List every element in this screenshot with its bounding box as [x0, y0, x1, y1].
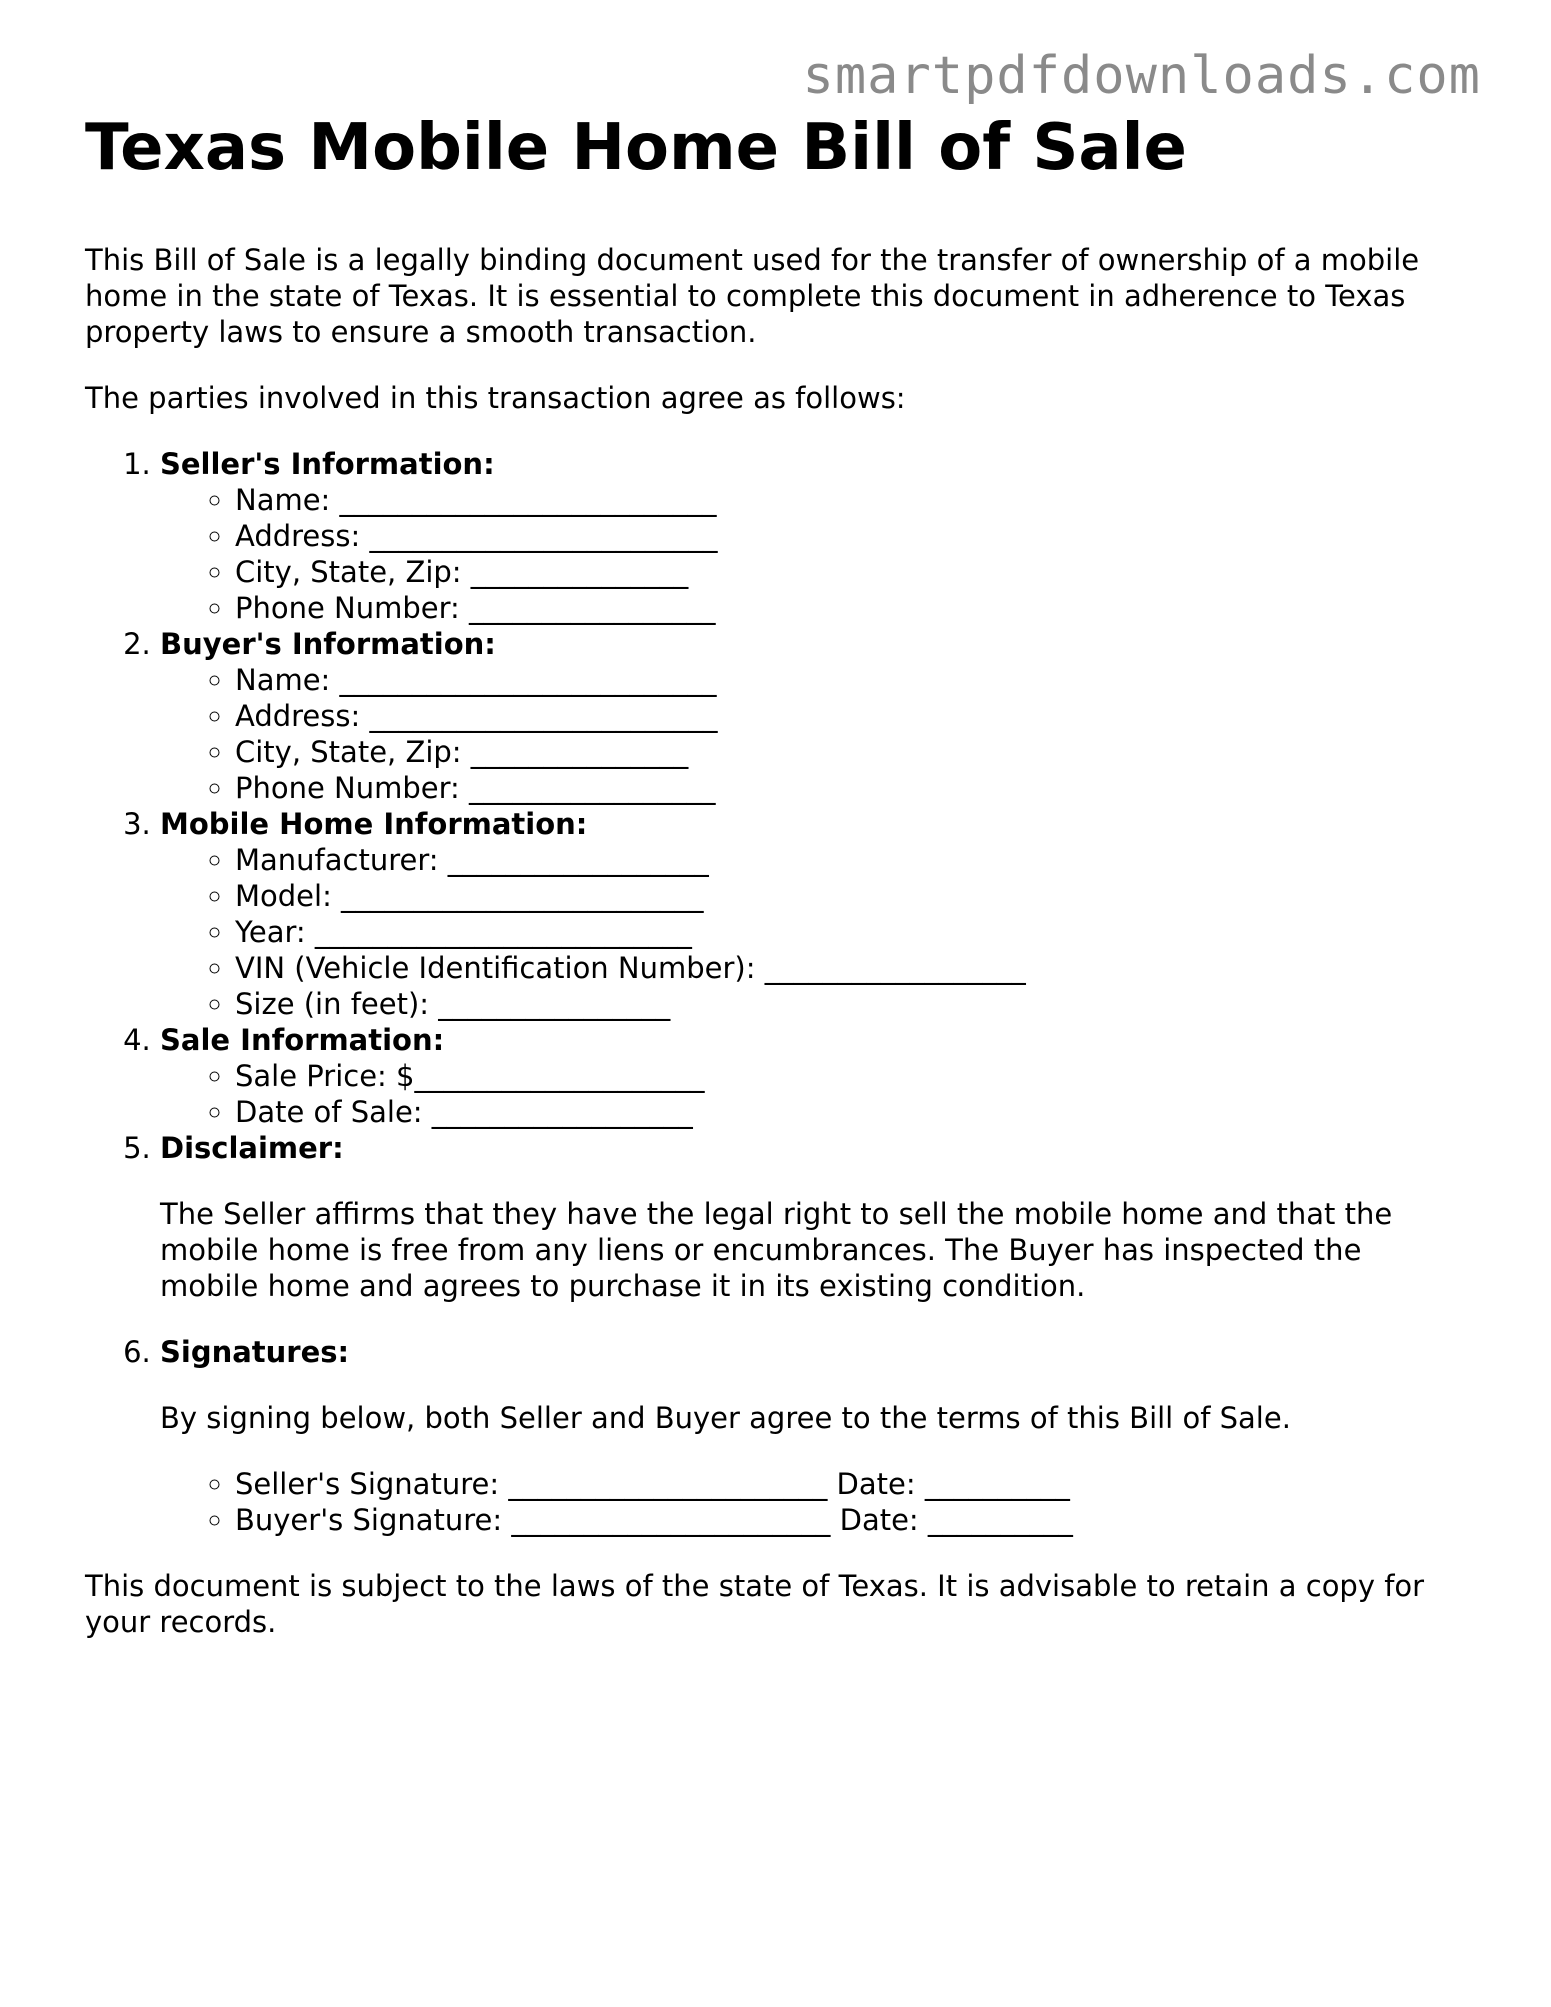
mobile-home-fields [160, 842, 1465, 1022]
buyer-name-field: ◦ Name: __________________________ [235, 662, 1465, 698]
buyer-address-field: ◦ Address: ________________________ [235, 698, 1465, 734]
section-buyer [160, 626, 1465, 806]
sale-fields [160, 1058, 1465, 1130]
seller-address-field: ◦ Address: ________________________ [235, 518, 1465, 554]
buyer-fields [160, 662, 1465, 806]
section-title: Mobile Home Information: [160, 807, 588, 841]
section-sale [160, 1022, 1465, 1130]
section-mobile-home [160, 806, 1465, 1022]
vin-field: ◦ VIN (Vehicle Identification Number): __________________ [235, 950, 1465, 986]
buyer-phone-field: ◦ Phone Number: _________________ [235, 770, 1465, 806]
seller-signature-field: ◦ Seller's Signature: ______________________ Date: __________ [235, 1466, 1465, 1502]
seller-fields [160, 482, 1465, 626]
signatures-text: By signing below, both Seller and Buyer agree to the terms of this Bill of Sale. [160, 1401, 1291, 1435]
seller-city-state-zip-field: ◦ City, State, Zip: _______________ [235, 554, 1465, 590]
section-seller [160, 446, 1465, 626]
section-title: Sale Information: [160, 1023, 445, 1057]
section-title: Buyer's Information: [160, 627, 496, 661]
size-field: ◦ Size (in feet): ________________ [235, 986, 1465, 1022]
manufacturer-field: ◦ Manufacturer: __________________ [235, 842, 1465, 878]
parties-statement: The parties involved in this transaction agree as follows: [85, 381, 906, 415]
disclaimer-text: The Seller affirms that they have the legal right to sell the mobile home and that the mobile home is free from any liens or encumbrances. The Buyer has inspected the mobile home and agrees to purchase it in its existing condition. [160, 1197, 1393, 1303]
model-field: ◦ Model: _________________________ [235, 878, 1465, 914]
buyer-city-state-zip-field: ◦ City, State, Zip: _______________ [235, 734, 1465, 770]
seller-name-field: ◦ Name: __________________________ [235, 482, 1465, 518]
watermark-text: smartpdfdownloads.com [802, 46, 1481, 106]
sale-price-field: ◦ Sale Price: $____________________ [235, 1058, 1465, 1094]
document-title: Texas Mobile Home Bill of Sale [85, 111, 1187, 185]
section-title: Signatures: [160, 1335, 350, 1369]
document-page [85, 108, 1465, 1670]
section-disclaimer [160, 1130, 1465, 1304]
section-title: Seller's Information: [160, 447, 495, 481]
sections-list [85, 446, 1465, 1538]
closing-paragraph: This document is subject to the laws of the state of Texas. It is advisable to retain a copy for your records. [85, 1569, 1425, 1639]
intro-paragraph: This Bill of Sale is a legally binding document used for the transfer of ownership of a mobile home in the state of Texas. It is essential to complete this document in adherence to Texas property laws to ensure a smooth transaction. [85, 243, 1420, 349]
year-field: ◦ Year: __________________________ [235, 914, 1465, 950]
section-title: Disclaimer: [160, 1131, 344, 1165]
section-signatures [160, 1334, 1465, 1538]
signature-fields [160, 1466, 1465, 1538]
seller-phone-field: ◦ Phone Number: _________________ [235, 590, 1465, 626]
buyer-signature-field: ◦ Buyer's Signature: ______________________ Date: __________ [235, 1502, 1465, 1538]
sale-date-field: ◦ Date of Sale: __________________ [235, 1094, 1465, 1130]
